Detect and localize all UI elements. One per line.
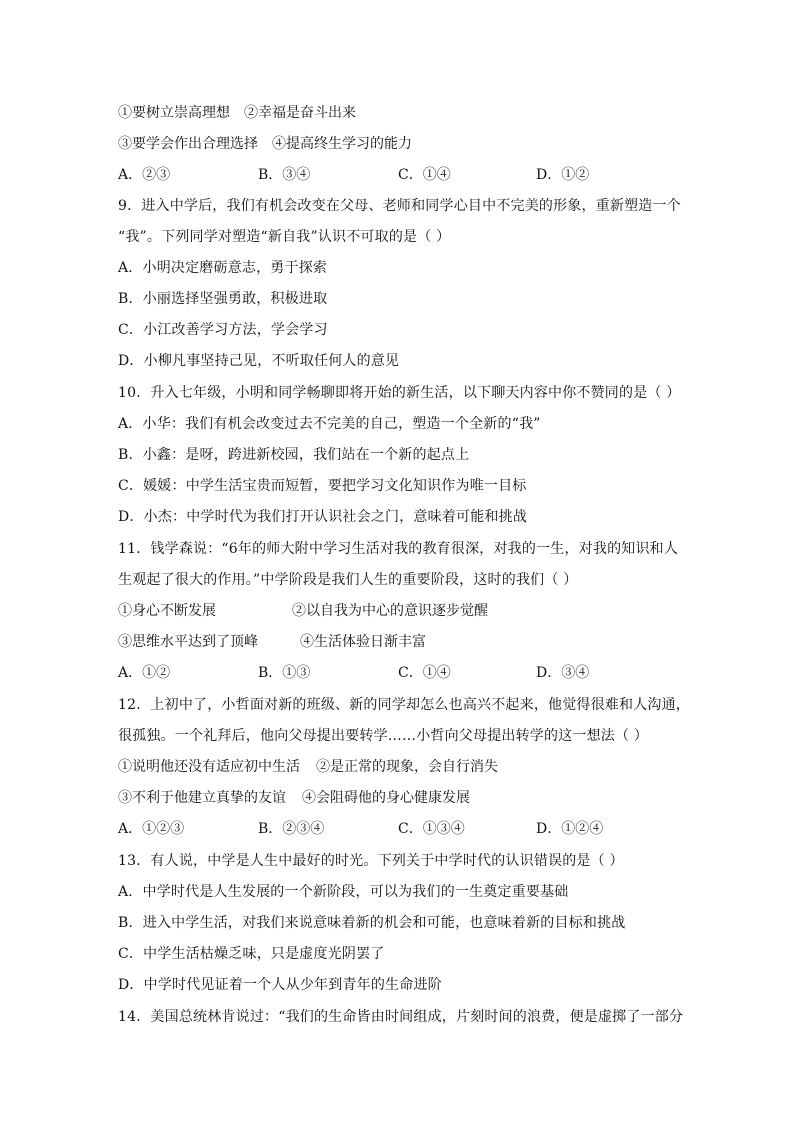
q10-option-d: D．小杰：中学时代为我们打开认识社会之门，意味着可能和挑战 bbox=[118, 509, 528, 525]
q8-option-c: C．①④ bbox=[398, 167, 451, 183]
q11-stem-line2: 生观起了很大的作用。”中学阶段是我们人生的重要阶段，这时的我们（ ） bbox=[118, 572, 578, 588]
q11-option-b: B．①③ bbox=[258, 665, 311, 681]
q10-option-c: C．媛媛：中学生活宝贵而短暂，要把学习文化知识作为唯一目标 bbox=[118, 478, 527, 494]
q12-statement-2: ②是正常的现象，会自行消失 bbox=[316, 759, 498, 775]
q9-option-d: D．小柳凡事坚持己见，不听取任何人的意见 bbox=[118, 353, 400, 369]
q9-option-a: A．小明决定磨砺意志，勇于探索 bbox=[118, 260, 328, 276]
q13-option-d: D．中学时代见证着一个人从少年到青年的生命进阶 bbox=[118, 977, 442, 993]
q9-option-b: B．小丽选择坚强勇敢，积极进取 bbox=[118, 291, 328, 307]
q12-statement-4: ④会阻碍他的身心健康发展 bbox=[302, 790, 470, 806]
q12-option-d: D．①②④ bbox=[536, 821, 604, 837]
q11-option-d: D．③④ bbox=[536, 665, 590, 681]
q13-option-a: A．中学时代是人生发展的一个新阶段，可以为我们的一生奠定重要基础 bbox=[118, 884, 569, 900]
q13-option-c: C．中学生活枯燥乏味，只是虚度光阴罢了 bbox=[118, 946, 385, 962]
q11-statement-1: ①身心不断发展 bbox=[118, 603, 216, 619]
q14-stem-line1: 14．美国总统林肯说过：“我们的生命皆由时间组成，片刻时间的浪费，便是虚掷了一部分 bbox=[118, 1009, 684, 1025]
q8-statement-4: ④提高终生学习的能力 bbox=[272, 136, 412, 152]
q11-statement-3: ③思维水平达到了顶峰 bbox=[118, 634, 258, 650]
q9-option-c: C．小江改善学习方法，学会学习 bbox=[118, 322, 328, 338]
q8-option-a: A．②③ bbox=[118, 167, 171, 183]
q11-option-a: A．①② bbox=[118, 665, 171, 681]
q8-statement-2: ②幸福是奋斗出来 bbox=[244, 105, 356, 121]
q10-option-a: A．小华：我们有机会改变过去不完美的自己，塑造一个全新的“我” bbox=[118, 416, 541, 432]
q9-stem-line2: “我”。下列同学对塑造“新自我”认识不可取的是（ ） bbox=[118, 229, 451, 245]
q8-option-d: D．①② bbox=[536, 167, 590, 183]
q8-option-b: B．③④ bbox=[258, 167, 311, 183]
q8-statement-1: ①要树立崇高理想 bbox=[118, 105, 230, 121]
q11-option-c: C．①④ bbox=[398, 665, 451, 681]
q9-stem-line1: 9．进入中学后，我们有机会改变在父母、老师和同学心目中不完美的形象，重新塑造一个 bbox=[118, 198, 681, 214]
q13-stem-line1: 13．有人说，中学是人生中最好的时光。下列关于中学时代的认识错误的是（ ） bbox=[118, 853, 624, 869]
q8-statement-3: ③要学会作出合理选择 bbox=[118, 136, 258, 152]
q12-stem-line2: 很孤独。一个礼拜后，他向父母提出要转学……小哲向父母提出转学的这一想法（ ） bbox=[118, 728, 649, 744]
q11-statement-4: ④生活体验日渐丰富 bbox=[300, 634, 426, 650]
q12-option-a: A．①②③ bbox=[118, 821, 185, 837]
q11-stem-line1: 11．钱学森说：“6年的师大附中学习生活对我的教育很深，对我的一生，对我的知识和人 bbox=[118, 541, 679, 557]
q12-statement-3: ③不利于他建立真挚的友谊 bbox=[118, 790, 286, 806]
q12-option-b: B．②③④ bbox=[258, 821, 325, 837]
q11-statement-2: ②以自我为中心的意识逐步觉醒 bbox=[292, 603, 488, 619]
q13-option-b: B．进入中学生活，对我们来说意味着新的机会和可能，也意味着新的目标和挑战 bbox=[118, 915, 626, 931]
q12-stem-line1: 12．上初中了，小哲面对新的班级、新的同学却怎么也高兴不起来，他觉得很难和人沟通， bbox=[118, 697, 691, 713]
q12-option-c: C．①③④ bbox=[398, 821, 465, 837]
q10-stem-line1: 10．升入七年级，小明和同学畅聊即将开始的新生活，以下聊天内容中你不赞同的是（ ） bbox=[118, 385, 681, 401]
q10-option-b: B．小鑫：是呀，跨进新校园，我们站在一个新的起点上 bbox=[118, 447, 470, 463]
q12-statement-1: ①说明他还没有适应初中生活 bbox=[118, 759, 300, 775]
